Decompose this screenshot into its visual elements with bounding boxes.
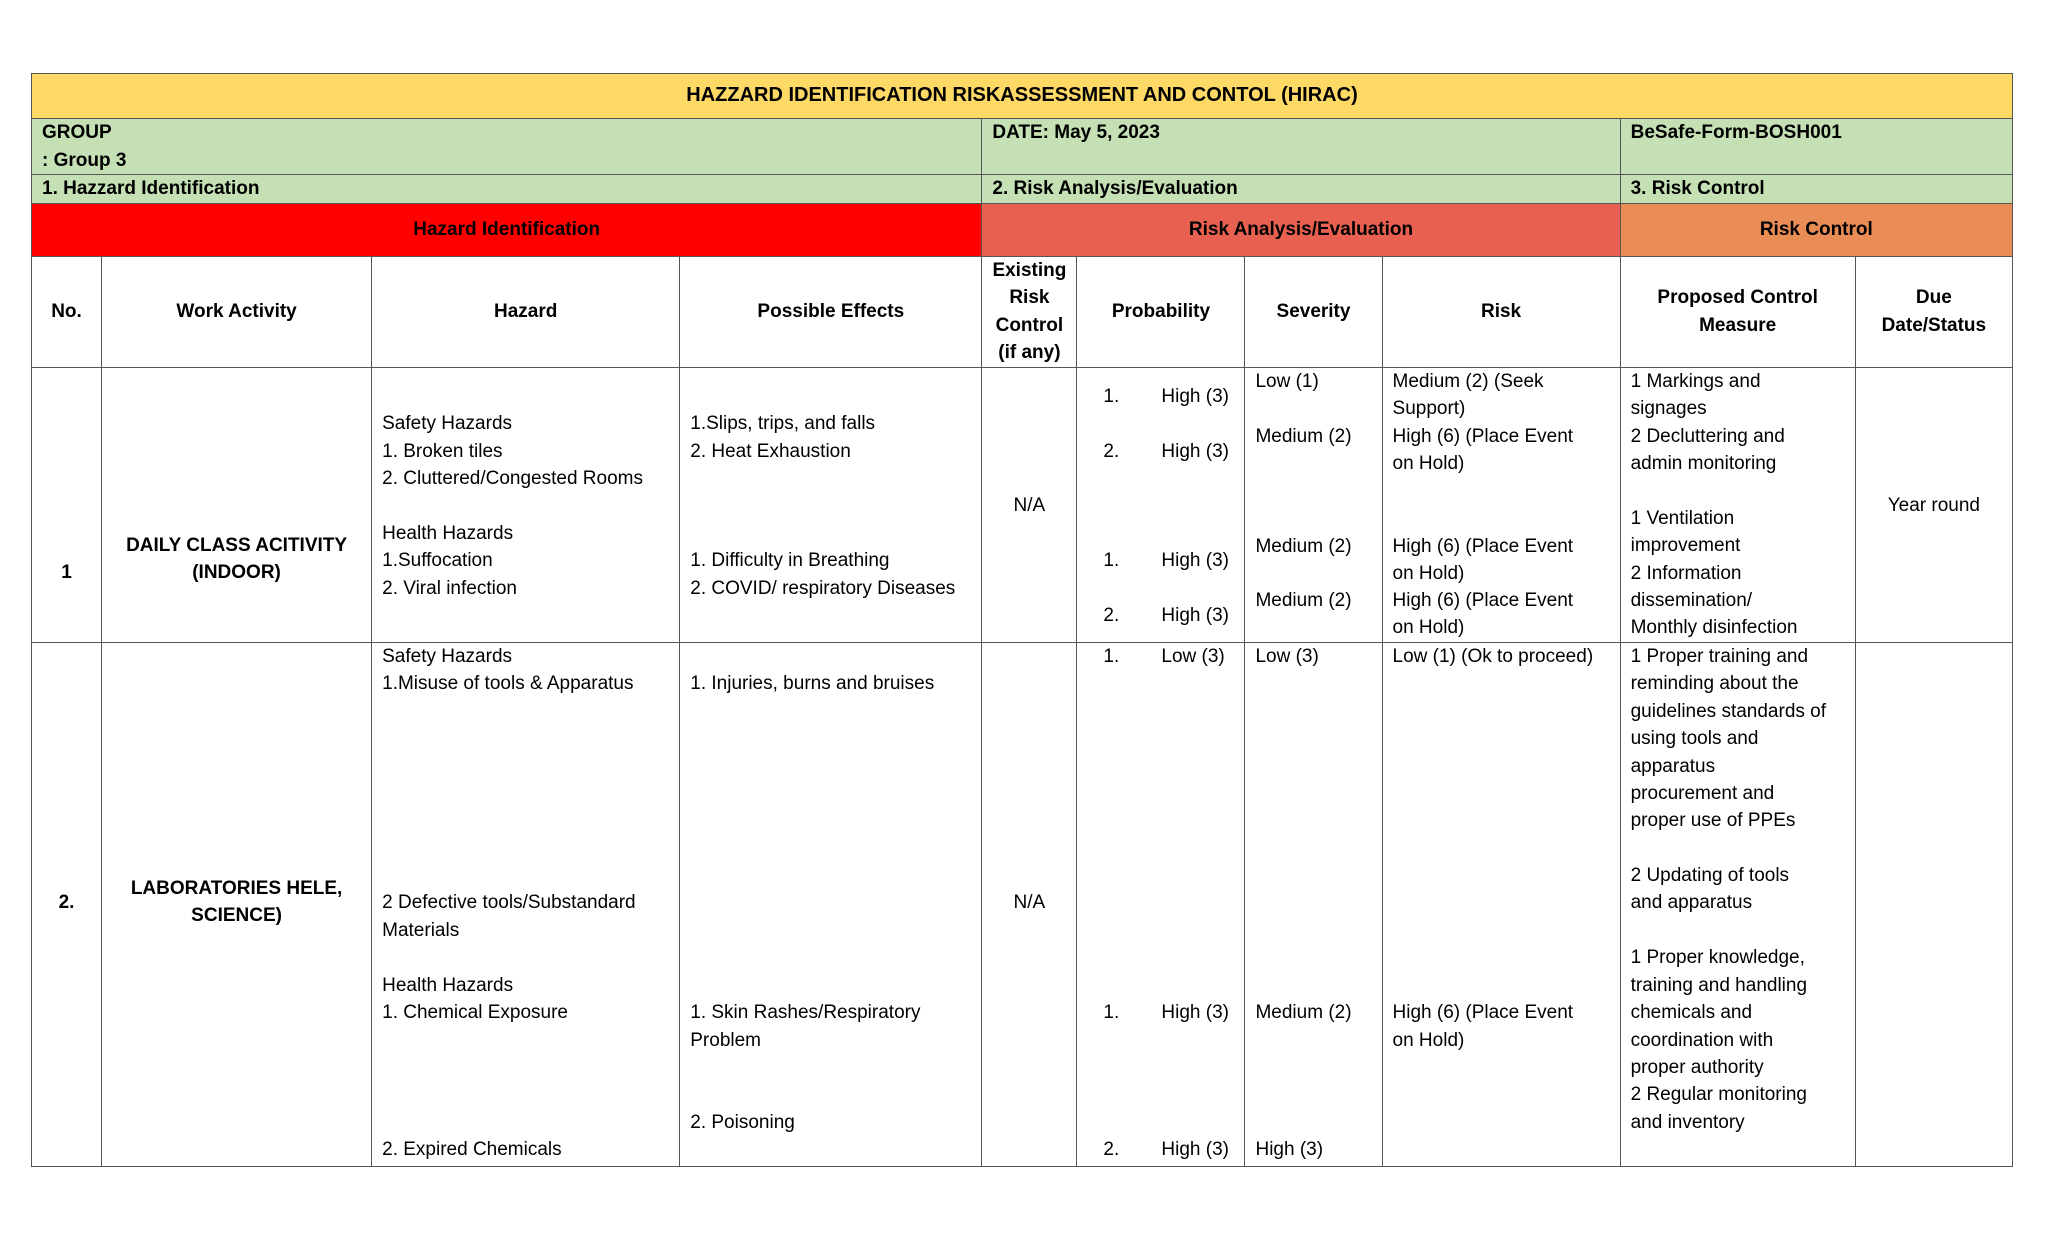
- existing-control: N/A: [982, 642, 1077, 1166]
- risk-cell: Medium (2) (Seek Support) High (6) (Place Event on Hold) High (6) (Place Event on Hold) High (6) (Place Event on Hold): [1382, 367, 1620, 642]
- section-risk-analysis: Risk Analysis/Evaluation: [982, 203, 1620, 256]
- table-row: [32, 642, 2013, 1166]
- col-probability: Probability: [1077, 256, 1245, 367]
- col-proposed-control: Proposed Control Measure: [1620, 256, 1855, 367]
- probability-cell: 1. High (3) 2. High (3) 1. High (3) 2. High (3): [1077, 367, 1245, 642]
- date-cell: DATE: May 5, 2023: [982, 119, 1620, 175]
- col-hazard: Hazard: [372, 256, 680, 367]
- due-date-status: Year round: [1855, 367, 2012, 642]
- group-cell: [32, 119, 982, 175]
- form-code: BeSafe-Form-BOSH001: [1620, 119, 2012, 175]
- hazard-cell: Safety Hazards 1.Misuse of tools & Apparatus 2 Defective tools/Substandard Materials Health Hazards 1. Chemical Exposure 2. Expired Chemicals: [372, 642, 680, 1166]
- work-activity: DAILY CLASS ACITIVITY (INDOOR): [102, 367, 372, 642]
- col-risk: Risk: [1382, 256, 1620, 367]
- proposed-control-cell: 1 Markings and signages 2 Decluttering and admin monitoring 1 Ventilation improvement 2 Information dissemination/ Monthly disinfection: [1620, 367, 1855, 642]
- col-work-activity: Work Activity: [102, 256, 372, 367]
- col-due-date-status: Due Date/Status: [1855, 256, 2012, 367]
- probability-cell: 1. Low (3) 1. High (3) 2. High (3): [1077, 642, 1245, 1166]
- possible-effects-cell: 1.Slips, trips, and falls 2. Heat Exhaustion 1. Difficulty in Breathing 2. COVID/ respiratory Diseases: [680, 367, 982, 642]
- table-row: [32, 367, 2013, 642]
- section-hazard-identification: Hazard Identification: [32, 203, 982, 256]
- work-activity: LABORATORIES HELE, SCIENCE): [102, 642, 372, 1166]
- col-severity: Severity: [1245, 256, 1382, 367]
- proposed-control-cell: 1 Proper training and reminding about the guidelines standards of using tools and apparatus procurement and proper use of PPEs 2 Updating of tools and apparatus 1 Proper knowledge, training and handling chemicals and coordination with proper authority 2 Regular monitoring and inventory: [1620, 642, 1855, 1166]
- form-title: HAZZARD IDENTIFICATION RISKASSESSMENT AND CONTOL (HIRAC): [32, 74, 2013, 119]
- hazard-cell: Safety Hazards 1. Broken tiles 2. Cluttered/Congested Rooms Health Hazards 1.Suffocation 2. Viral infection: [372, 367, 680, 642]
- row-number: 1: [32, 367, 102, 642]
- row-number: 2.: [32, 642, 102, 1166]
- severity-cell: Low (1) Medium (2) Medium (2) Medium (2): [1245, 367, 1382, 642]
- col-existing-risk-control: Existing Risk Control (if any): [982, 256, 1077, 367]
- step-risk-control: 3. Risk Control: [1620, 175, 2012, 204]
- existing-control: N/A: [982, 367, 1077, 642]
- col-no: No.: [32, 256, 102, 367]
- step-risk-analysis: 2. Risk Analysis/Evaluation: [982, 175, 1620, 204]
- group-value: : Group 3: [42, 149, 127, 171]
- risk-cell: Low (1) (Ok to proceed) High (6) (Place Event on Hold): [1382, 642, 1620, 1166]
- severity-cell: Low (3) Medium (2) High (3): [1245, 642, 1382, 1166]
- step-hazard-identification: 1. Hazzard Identification: [32, 175, 982, 204]
- group-label: GROUP: [42, 122, 112, 143]
- due-date-status: [1855, 642, 2012, 1166]
- possible-effects-cell: 1. Injuries, burns and bruises 1. Skin Rashes/Respiratory Problem 2. Poisoning: [680, 642, 982, 1166]
- col-possible-effects: Possible Effects: [680, 256, 982, 367]
- hirac-table: [31, 73, 2013, 1167]
- section-risk-control: Risk Control: [1620, 203, 2012, 256]
